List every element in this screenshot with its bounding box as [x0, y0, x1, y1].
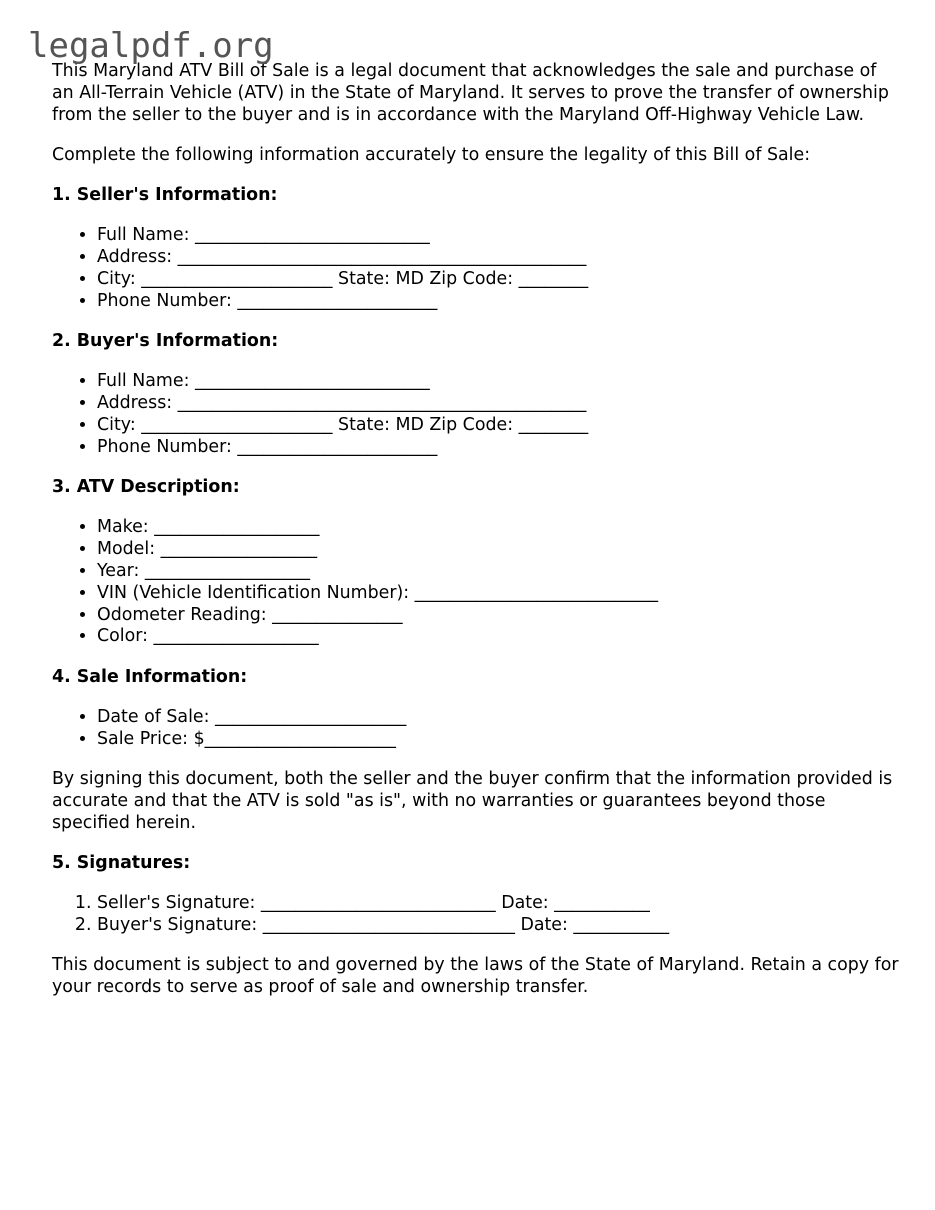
buyer-phone: • Phone Number: _______________________ [97, 437, 902, 459]
confirmation-paragraph: By signing this document, both the seller and the buyer confirm that the information provided is accurate and that the ATV is sold "as is", with no warranties or guarantees beyond those specified herein. [52, 769, 893, 833]
atv-odometer: • Odometer Reading: _______________ [97, 605, 902, 627]
atv-model: • Model: __________________ [97, 539, 902, 561]
buyer-city-state-zip: • City: ______________________ State: MD Zip Code: ________ [97, 415, 902, 437]
seller-list [52, 225, 902, 312]
buyer-address: • Address: _______________________________________________ [97, 393, 902, 415]
sale-list [52, 707, 902, 751]
seller-signature: 1. Seller's Signature: ___________________________ Date: ___________ [97, 893, 902, 915]
seller-address: • Address: _______________________________________________ [97, 247, 902, 269]
buyer-full-name: • Full Name: ___________________________ [97, 371, 902, 393]
atv-list [52, 517, 902, 648]
atv-year: • Year: ___________________ [97, 561, 902, 583]
seller-city-state-zip: • City: ______________________ State: MD Zip Code: ________ [97, 269, 902, 291]
buyer-list [52, 371, 902, 458]
atv-heading: 3. ATV Description: [52, 477, 240, 498]
seller-phone: • Phone Number: _______________________ [97, 291, 902, 313]
seller-full-name: • Full Name: ___________________________ [97, 225, 902, 247]
watermark-logo: legalpdf.org [28, 26, 274, 66]
buyer-heading: 2. Buyer's Information: [52, 331, 279, 352]
seller-heading: 1. Seller's Information: [52, 185, 278, 206]
buyer-signature: 2. Buyer's Signature: _____________________________ Date: ___________ [97, 915, 902, 937]
signatures-heading: 5. Signatures: [52, 853, 191, 874]
intro-paragraph: This Maryland ATV Bill of Sale is a legal document that acknowledges the sale and purchase of an All-Terrain Vehicle (ATV) in the State of Maryland. It serves to prove the transfer of ownership from the seller to the buyer and is in accordance with the Maryland Off-Highway Vehicle Law. [52, 61, 889, 125]
instruction-paragraph: Complete the following information accurately to ensure the legality of this Bill of Sale: [52, 144, 811, 165]
document-body [52, 61, 902, 1018]
signatures-list [52, 893, 902, 937]
atv-color: • Color: ___________________ [97, 626, 902, 648]
sale-price: • Sale Price: $______________________ [97, 729, 902, 751]
atv-make: • Make: ___________________ [97, 517, 902, 539]
sale-heading: 4. Sale Information: [52, 666, 248, 687]
closing-paragraph: This document is subject to and governed by the laws of the State of Maryland. Retain a copy for your records to serve as proof of sale and ownership transfer. [52, 955, 899, 998]
atv-vin: • VIN (Vehicle Identification Number): ____________________________ [97, 583, 902, 605]
sale-date: • Date of Sale: ______________________ [97, 707, 902, 729]
